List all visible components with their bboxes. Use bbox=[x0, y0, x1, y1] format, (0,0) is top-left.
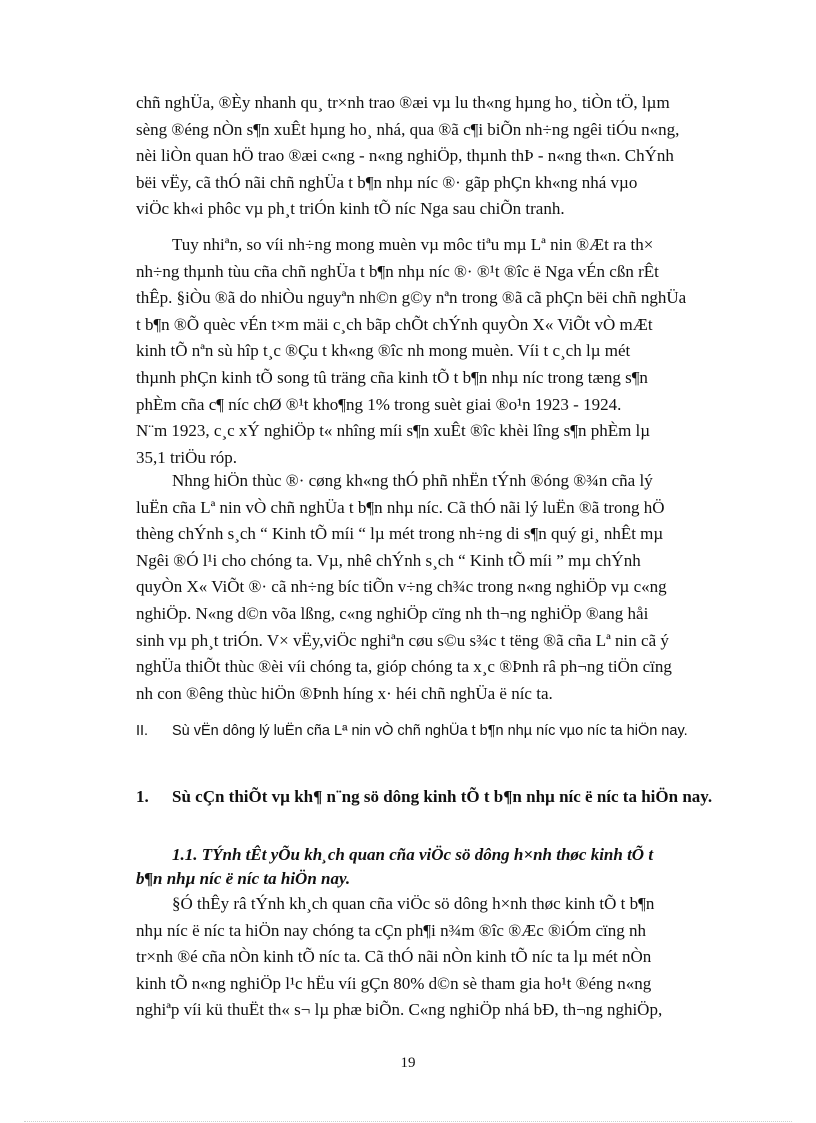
text-line: bëi vËy, cã thÓ nãi chñ nghÜa t b¶n nhµ níc ®· gãp phÇn kh«ng nhá vµo bbox=[136, 172, 638, 192]
heading-line: b¶n nhµ níc ë níc ta hiÖn nay. bbox=[136, 869, 351, 888]
text-line: nèi liÒn quan hÖ trao ®æi c«ng - n«ng nghiÖp, thµnh thÞ - n«ng th«n. ChÝnh bbox=[136, 146, 674, 166]
section-heading-ii bbox=[136, 720, 760, 742]
paragraph-1 bbox=[136, 90, 760, 223]
heading-line: 1.1. TÝnh tÊt yÕu kh¸ch quan cña viÖc sö dông h×nh thøc kinh tÕ t bbox=[172, 845, 654, 864]
text-line: N¨m 1923, c¸c xÝ nghiÖp t« nhîng míi s¶n xuÊt ®îc khèi lîng s¶n phÈm lµ bbox=[136, 421, 651, 441]
subsection-number: 1. bbox=[136, 787, 149, 806]
text-line: t b¶n ®Õ quèc vÉn t×m mäi c¸ch bãp chÕt chÝnh quyÒn X« ViÕt vÒ mÆt bbox=[136, 314, 653, 334]
text-line: nh÷ng thµnh tùu cña chñ nghÜa t b¶n nhµ níc ®· ®¹t ®îc ë Nga vÉn cßn rÊt bbox=[136, 261, 659, 281]
text-line: viÖc kh«i phôc vµ ph¸t triÓn kinh tÕ níc Nga sau chiÕn tranh. bbox=[136, 199, 565, 219]
text-line: nghÜa thiÕt thùc ®èi víi chóng ta, gióp chóng ta x¸c ®Þnh râ ph¬ng tiÖn cïng bbox=[136, 657, 672, 677]
text-line: sinh vµ ph¸t triÓn. V× vËy,viÖc nghiªn cøu s©u s¾c t tëng ®ã cña Lª nin cã ý bbox=[136, 630, 669, 650]
page-number: 19 bbox=[400, 1055, 416, 1071]
paragraph-3 bbox=[136, 468, 760, 707]
text-line: 35,1 triÖu róp. bbox=[136, 447, 238, 467]
text-line: §Ó thÊy râ tÝnh kh¸ch quan cña viÖc sö dông h×nh thøc kinh tÕ t b¶n bbox=[172, 894, 655, 913]
text-line: nghiÖp. N«ng d©n võa lßng, c«ng nghiÖp cïng nh th¬ng nghiÖp ®ang håi bbox=[136, 603, 649, 623]
section-number: II. bbox=[136, 723, 149, 739]
text-line: thµnh phÇn kinh tÕ song tû träng cña kinh tÕ t b¶n nhµ níc trong tæng s¶n bbox=[136, 367, 648, 387]
footer-divider bbox=[24, 1121, 792, 1122]
section-title: Sù vËn dông lý luËn cña Lª nin vÒ chñ nghÜa t b¶n nhµ níc vµo níc ta hiÖn nay. bbox=[172, 723, 688, 739]
text-line: sèng ®éng nÒn s¶n xuÊt hµng ho¸ nhá, qua ®ã c¶i biÕn nh÷ng ngêi tiÓu n«ng, bbox=[136, 119, 680, 139]
text-line: Tuy nhiªn, so víi nh÷ng mong muèn vµ môc tiªu mµ Lª nin ®Æt ra th× bbox=[172, 235, 654, 254]
text-line: kinh tÕ nªn sù hîp t¸c ®Çu t kh«ng ®îc nh mong muèn. Víi t c¸ch lµ mét bbox=[136, 341, 631, 361]
subsection-heading-1 bbox=[136, 783, 760, 810]
text-line: luËn cña Lª nin vÒ chñ nghÜa t b¶n nhµ níc. Cã thÓ nãi lý luËn ®ã trong hÖ bbox=[136, 497, 665, 517]
text-line: thèng chÝnh s¸ch “ Kinh tÕ míi “ lµ mét trong nh÷ng di s¶n quý gi¸ nhÊt mµ bbox=[136, 524, 664, 544]
text-line: phÈm cña c¶ níc chØ ®¹t kho¶ng 1% trong suèt giai ®o¹n 1923 - 1924. bbox=[136, 394, 622, 414]
text-line: nh con ®êng thùc hiÖn ®Þnh híng x· héi chñ nghÜa ë níc ta. bbox=[136, 683, 553, 703]
paragraph-2 bbox=[136, 232, 760, 471]
text-line: nghiªp víi kü thuËt th« s¬ lµ phæ biÕn. C«ng nghiÖp nhá bÐ, th¬ng nghiÖp, bbox=[136, 1000, 663, 1020]
paragraph-4 bbox=[136, 891, 760, 1024]
text-line: Ngêi ®Ó l¹i cho chóng ta. Vµ, nhê chÝnh s¸ch “ Kinh tÕ míi ” mµ chÝnh bbox=[136, 550, 641, 570]
text-line: nhµ níc ë níc ta hiÖn nay chóng ta cÇn ph¶i n¾m ®îc ®Æc ®iÓm cïng nh bbox=[136, 920, 646, 940]
text-line: Nhng hiÖn thùc ®· cøng kh«ng thÓ phñ nhËn tÝnh ®óng ®¾n cña lý bbox=[172, 471, 653, 490]
text-line: chñ nghÜa, ®Èy nhanh qu¸ tr×nh trao ®æi vµ lu th«ng hµng ho¸ tiÒn tÖ, lµm bbox=[136, 93, 670, 112]
text-line: tr×nh ®é cña nÒn kinh tÕ níc ta. Cã thÓ nãi nÒn kinh tÕ níc ta lµ mét nÒn bbox=[136, 947, 652, 967]
text-line: kinh tÕ n«ng nghiÖp l¹c hËu víi gÇn 80% d©n sè tham gia ho¹t ®éng n«ng bbox=[136, 973, 652, 993]
text-line: thÊp. §iÒu ®ã do nhiÒu nguyªn nh©n g©y nªn trong ®ã cã phÇn bëi chñ nghÜa bbox=[136, 288, 687, 308]
subsection-heading-1-1 bbox=[136, 843, 760, 891]
subsection-title: Sù cÇn thiÕt vµ kh¶ n¨ng sö dông kinh tÕ t b¶n nhµ níc ë níc ta hiÖn nay. bbox=[172, 787, 713, 806]
text-line: quyÒn X« ViÕt ®· cã nh÷ng bíc tiÕn v÷ng ch¾c trong n«ng nghiÖp vµ c«ng bbox=[136, 577, 667, 597]
